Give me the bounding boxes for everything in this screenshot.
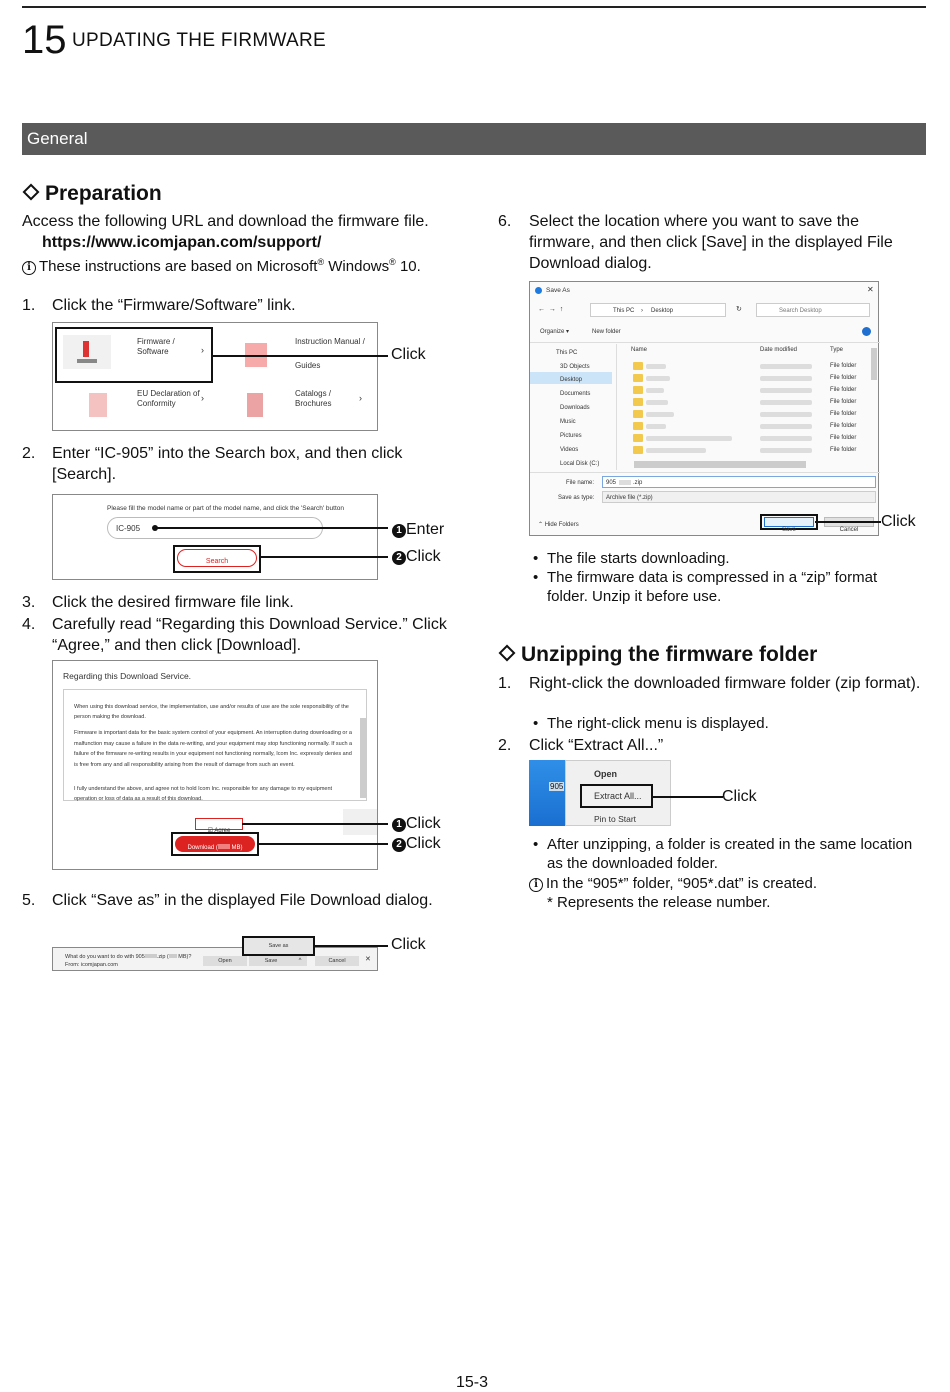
eu-declaration-link[interactable]: EU Declaration of Conformity — [137, 389, 200, 408]
agreement-text-box[interactable] — [63, 689, 367, 801]
step-1-text: Click the “Firmware/Software” link. — [52, 297, 296, 314]
dialog-title: Save As — [546, 287, 570, 294]
unzip-note-2: * Represents the release number. — [547, 894, 771, 911]
filename-label: File name: — [566, 480, 595, 486]
folder-icon — [633, 398, 643, 406]
step-5-number: 5. — [22, 892, 36, 909]
callout-leader — [259, 556, 388, 558]
step-2-number: 2. — [22, 445, 36, 462]
declaration-thumb — [89, 393, 107, 417]
chevron-right-icon: › — [201, 345, 204, 355]
nav-this-pc[interactable]: This PC — [556, 350, 578, 356]
page-number: 15-3 — [456, 1374, 489, 1391]
menu-open[interactable]: Open — [594, 769, 618, 779]
callout-leader — [258, 843, 388, 845]
agreement-p2: Firmware is important data for the basic system control of your equipment. An interruption during downloading or a malfunction may cause a failure in the data re-writing, and your equipment may stop functioning normally. If such a failure of the firmware re-writing results in your equipment not functioning normally, Icom Inc. expressly denies and is free from any and all responsibility arising from the result of damage from such an event. — [74, 730, 353, 768]
close-icon[interactable]: ✕ — [365, 956, 371, 963]
diamond-icon — [23, 184, 40, 201]
type-cell: File folder — [830, 411, 857, 417]
step1-callout: Click — [391, 346, 426, 363]
unzip-step1-bullet: • The right-click menu is displayed. — [547, 714, 769, 733]
horizontal-scrollbar[interactable] — [634, 461, 806, 468]
diamond-icon — [499, 645, 516, 662]
open-button[interactable]: Open — [203, 956, 247, 966]
step2-callout-enter: 1 Enter — [392, 521, 444, 539]
catalogs-link[interactable]: Catalogs / Brochures — [295, 389, 332, 408]
callout-leader — [155, 527, 388, 529]
type-cell: File folder — [830, 399, 857, 405]
agree-checkbox[interactable]: ☑ Agree — [195, 818, 243, 830]
intro-text: Access the following URL and download the firmware file. — [22, 213, 429, 230]
unzip-step2-bullet: • After unzipping, a folder is created in the same location as the downloaded folder. — [547, 835, 917, 873]
agreement-p3: I fully understand the above, and agree not to hold Icom Inc. responsible for any damage to my equipment operation or loss of data as a result of this download. — [74, 786, 333, 802]
search-hint: Please fill the model name or part of the model name, and click the 'Search' button — [107, 505, 344, 512]
vertical-scrollbar[interactable] — [871, 348, 877, 380]
step4-callout-download: 2 Click — [392, 835, 441, 853]
agreement-title: Regarding this Download Service. — [63, 671, 192, 681]
agreement-screenshot — [52, 660, 378, 870]
folder-icon — [633, 422, 643, 430]
filename-input[interactable]: 905 .zip — [602, 476, 876, 488]
step4-callout-agree: 1 Click — [392, 815, 441, 833]
search-box[interactable]: Search Desktop — [756, 303, 870, 317]
menu-pin-to-start[interactable]: Pin to Start — [594, 814, 637, 824]
unzip-step-2-text: Click “Extract All...” — [529, 737, 664, 754]
step-3-number: 3. — [22, 594, 36, 611]
cancel-button[interactable]: Cancel — [315, 956, 359, 966]
step-6-number: 6. — [498, 213, 512, 230]
step6-bullet-2: • The firmware data is compressed in a “zip” format folder. Unzip it before use. — [547, 568, 917, 606]
address-bar[interactable]: This PC › Desktop — [590, 303, 726, 317]
folder-icon — [633, 446, 643, 454]
catalog-thumb — [247, 393, 263, 417]
nav-downloads[interactable]: Downloads — [560, 405, 590, 411]
menu-extract-all[interactable]: Extract All... — [594, 791, 642, 801]
help-icon[interactable] — [862, 327, 871, 336]
new-folder-button[interactable]: New folder — [592, 329, 621, 335]
chapter-title: UPDATING THE FIRMWARE — [72, 30, 327, 51]
nav-documents[interactable]: Documents — [560, 391, 591, 397]
callout-leader — [211, 355, 388, 357]
callout-leader — [315, 945, 388, 947]
step-2-text: Enter “IC-905” into the Search box, and then click [Search]. — [52, 445, 403, 483]
close-icon[interactable]: ✕ — [867, 285, 874, 294]
save-as-menu[interactable]: Save as — [242, 936, 315, 956]
nav-arrows-icon[interactable]: ← → ↑ — [538, 306, 564, 313]
chevron-right-icon: › — [359, 393, 362, 403]
col-name[interactable]: Name — [631, 347, 648, 353]
search-input-value: IC-905 — [116, 524, 141, 533]
save-button[interactable]: Save — [764, 517, 814, 527]
unzip-step-1-text: Right-click the downloaded firmware folder (zip format). — [529, 675, 921, 692]
folder-icon — [633, 434, 643, 442]
nav-3d-objects[interactable]: 3D Objects — [560, 364, 590, 370]
highlight-box — [55, 327, 213, 383]
download-bar-screenshot — [52, 947, 378, 971]
scroll-corner — [343, 809, 377, 835]
step-1-number: 1. — [22, 297, 36, 314]
type-cell: File folder — [830, 363, 857, 369]
section-bar: General — [22, 123, 926, 155]
save-button[interactable]: Save — [249, 956, 293, 966]
nav-music[interactable]: Music — [560, 419, 576, 425]
unzip-note: i In the “905*” folder, “905*.dat” is created. — [529, 874, 817, 893]
highlight-box — [580, 784, 653, 808]
unzip-heading: Unzipping the firmware folder — [498, 643, 817, 667]
info-icon: i — [22, 261, 36, 275]
callout-leader — [653, 796, 723, 798]
info-icon: i — [529, 878, 543, 892]
search-screenshot — [52, 494, 378, 580]
firmware-link-screenshot — [52, 322, 378, 431]
guides-label: Guides — [295, 361, 321, 370]
download-question: What do you want to do with 905 .zip ( MB)? From: icomjapan.com — [65, 954, 192, 968]
firmware-software-link[interactable]: Firmware / Software — [137, 337, 175, 356]
col-date[interactable]: Date modified — [760, 347, 798, 353]
step-6-text: Select the location where you want to save the firmware, and then click [Save] in the displayed File Download dialog. — [529, 213, 893, 272]
type-cell: File folder — [830, 387, 857, 393]
folder-icon — [633, 386, 643, 394]
search-button[interactable]: Search — [177, 549, 257, 567]
step6-callout: Click — [881, 513, 916, 530]
cancel-button[interactable]: Cancel — [824, 517, 874, 527]
agreement-p1: When using this download service, the implementation, use and/or results of use are the sole responsibility of the person making the download. — [74, 704, 349, 720]
type-cell: File folder — [830, 375, 857, 381]
nav-videos[interactable]: Videos — [560, 447, 579, 453]
step6-bullet-1: • The file starts downloading. — [547, 549, 730, 568]
unzip-step-2-number: 2. — [498, 737, 512, 754]
step5-callout: Click — [391, 936, 426, 953]
step-4-text: Carefully read “Regarding this Download Service.” Click “Agree,” and then click [Download]. — [52, 616, 447, 654]
step-4-number: 4. — [22, 616, 36, 633]
chevron-right-icon: › — [201, 393, 204, 403]
unzip-callout: Click — [722, 788, 757, 805]
folder-icon — [633, 410, 643, 418]
instruction-manual-link[interactable]: Instruction Manual / — [295, 337, 365, 346]
type-cell: File folder — [830, 447, 857, 453]
type-cell: File folder — [830, 435, 857, 441]
support-url[interactable]: https://www.icomjapan.com/support/ — [42, 234, 322, 251]
preparation-heading: Preparation — [22, 182, 162, 206]
hide-folders-button[interactable]: ⌃ Hide Folders — [538, 522, 579, 528]
saveas-type-select[interactable]: Archive file (*.zip) — [602, 491, 876, 503]
chapter-number: 15 — [22, 18, 67, 62]
callout-leader — [242, 823, 388, 825]
step2-callout-click: 2 Click — [392, 548, 441, 566]
scrollbar[interactable] — [360, 718, 366, 798]
windows-note: i These instructions are based on Microsoft® Windows® 10. — [22, 253, 421, 276]
nav-pictures[interactable]: Pictures — [560, 433, 582, 439]
step-5-text: Click “Save as” in the displayed File Download dialog. — [52, 892, 433, 909]
folder-icon — [633, 374, 643, 382]
save-dropdown[interactable]: ^ — [293, 956, 307, 966]
edge-icon — [535, 287, 542, 294]
unzip-step-1-number: 1. — [498, 675, 512, 692]
saveas-type-label: Save as type: — [558, 495, 595, 501]
type-cell: File folder — [830, 423, 857, 429]
download-button[interactable]: Download ( MB) — [175, 836, 255, 852]
organize-menu[interactable]: Organize ▾ — [540, 329, 570, 335]
header-rule — [22, 6, 926, 8]
step-3-text: Click the desired firmware file link. — [52, 594, 294, 611]
col-type[interactable]: Type — [830, 347, 844, 353]
nav-desktop[interactable]: Desktop — [560, 377, 583, 383]
refresh-icon[interactable]: ↻ — [736, 306, 742, 313]
save-as-dialog-screenshot — [529, 281, 879, 536]
nav-local-disk[interactable]: Local Disk (C:) — [560, 461, 600, 467]
callout-leader — [815, 521, 881, 523]
folder-icon — [633, 362, 643, 370]
folder-tile[interactable]: 905 — [529, 760, 565, 826]
